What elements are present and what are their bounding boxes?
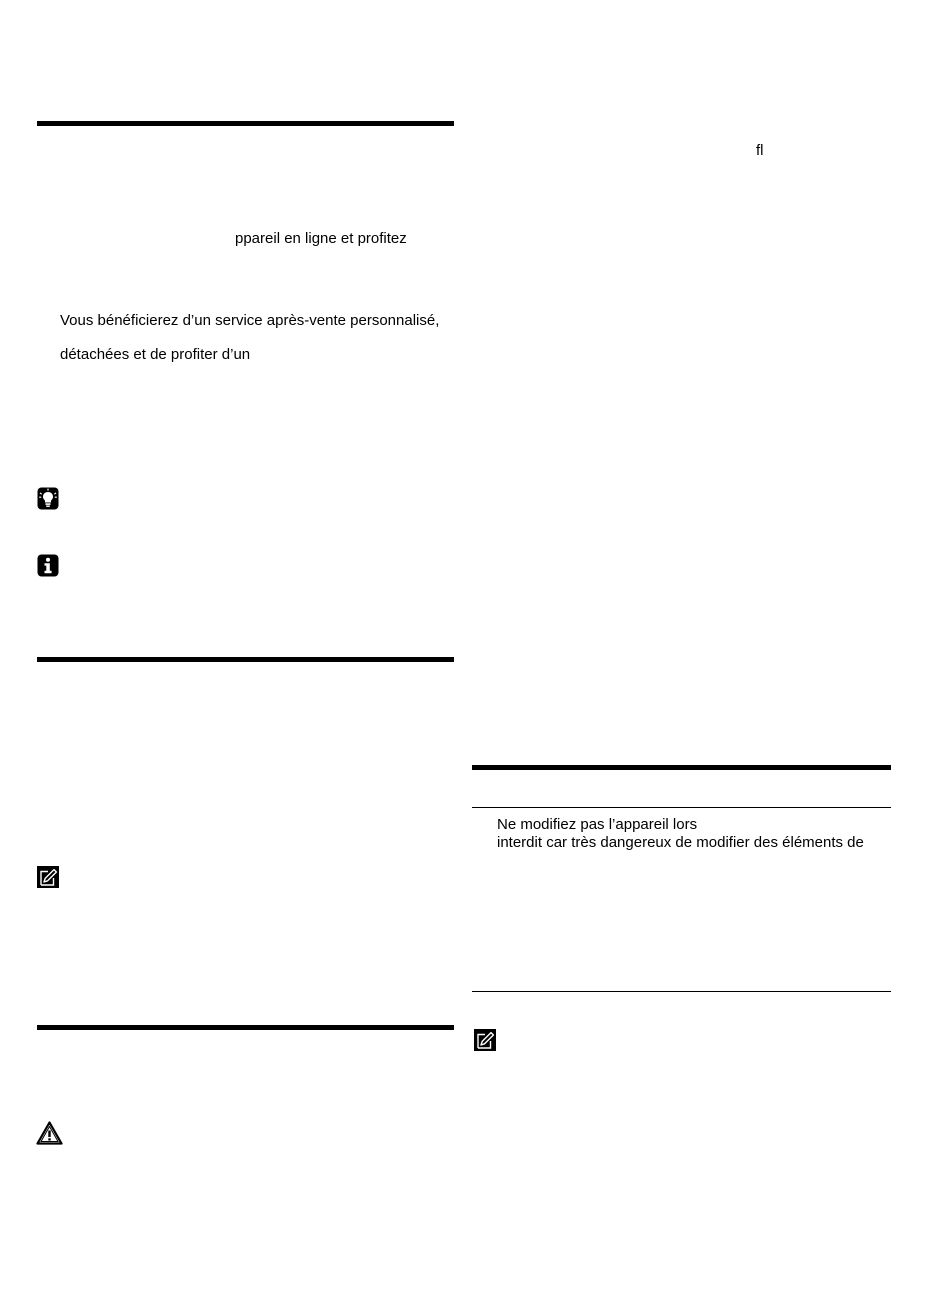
right-text-fragment: fl: [756, 142, 764, 159]
section-rule-bottom: [37, 1025, 454, 1030]
warning-box-bottom-rule: [472, 991, 891, 992]
section-rule-middle: [37, 657, 454, 662]
warning-box-line-2: interdit car très dangereux de modifier des éléments de: [497, 834, 864, 851]
warning-box-line-1: Ne modifiez pas l’appareil lors: [497, 816, 698, 833]
section-rule-top: [37, 121, 454, 126]
warning-box-top-rule: [472, 765, 891, 770]
notepad-pen-icon: [37, 866, 59, 888]
register-appliance-text: ppareil en ligne et profitez: [235, 230, 407, 247]
warning-box-divider: [472, 807, 891, 808]
notepad-pen-icon: [474, 1029, 496, 1051]
warning-triangle-icon: [36, 1121, 63, 1145]
benefit-text-line-2: détachées et de profiter d’un: [60, 346, 251, 363]
benefit-text-line-1: Vous bénéficierez d’un service après-vente personnalisé,: [60, 312, 440, 329]
information-icon: [37, 554, 59, 577]
lightbulb-tip-icon: [37, 487, 59, 510]
